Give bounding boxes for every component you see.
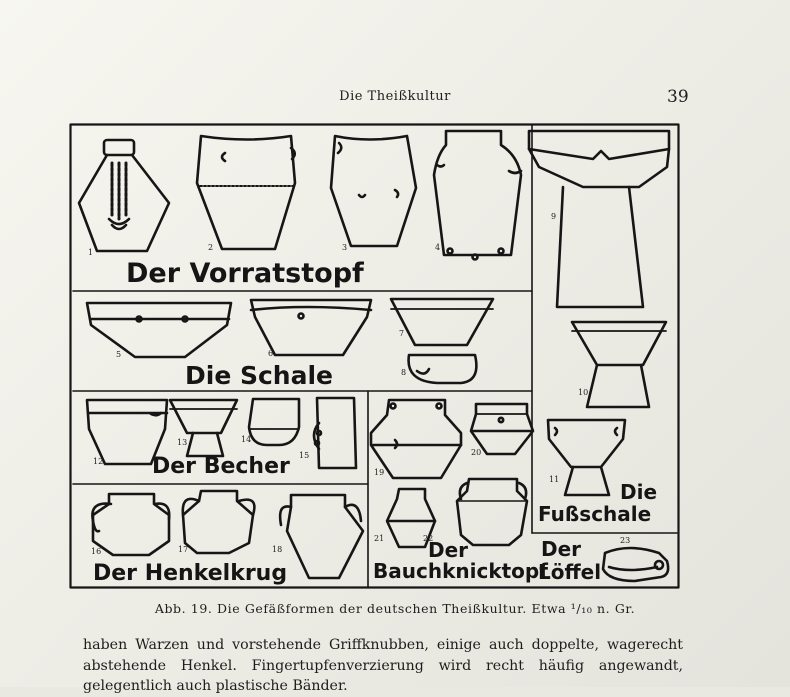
figure-number: 23 xyxy=(620,536,631,545)
page-number: 39 xyxy=(667,87,689,107)
figure-number: 16 xyxy=(91,547,102,556)
label-vorratstopf: Der Vorratstopf xyxy=(126,258,364,289)
vessel-9 xyxy=(529,131,669,307)
vessel-22 xyxy=(457,479,527,545)
label-bauchknicktopf-line2: Bauchknicktopf xyxy=(373,559,548,583)
figure-number: 12 xyxy=(93,457,104,466)
figure-number: 2 xyxy=(208,243,214,252)
vessel-20 xyxy=(471,404,533,454)
figure-number: 13 xyxy=(177,438,188,447)
vessel-14 xyxy=(249,399,299,445)
figure-caption: Abb. 19. Die Gefäßformen der deutschen Theißkultur. Etwa ¹/₁₀ n. Gr. xyxy=(154,601,636,616)
vessel-23 xyxy=(603,548,668,581)
figure-vessel-forms xyxy=(69,123,680,589)
label-schale: Die Schale xyxy=(185,361,333,390)
label-bauchknicktopf-line1: Der xyxy=(428,538,469,562)
vessel-2 xyxy=(197,136,295,249)
vessel-16 xyxy=(92,494,169,555)
vessel-4 xyxy=(434,131,521,260)
figure-number: 8 xyxy=(401,368,407,377)
figure-number: 7 xyxy=(399,329,405,338)
vessel-7 xyxy=(391,299,493,345)
label-loeffel-line1: Der xyxy=(541,537,582,561)
vessel-5 xyxy=(87,303,231,357)
figure-number: 1 xyxy=(88,248,94,257)
label-fussschale-line2: Fußschale xyxy=(538,502,652,526)
figure-number: 19 xyxy=(374,468,385,477)
figure-number: 17 xyxy=(178,545,189,554)
figure-number: 15 xyxy=(299,451,310,460)
figure-number: 4 xyxy=(435,243,441,252)
figure-number: 6 xyxy=(268,349,274,358)
vessel-13 xyxy=(170,400,237,456)
vessel-6 xyxy=(251,300,371,355)
body-text xyxy=(83,635,683,697)
paragraph: haben Warzen und vorstehende Griffknubben, einige auch doppelte, wagerecht abstehende Henkel. Fingertupfenverzierung wird recht häufig angewandt, gelegentlich auch plastische Bänder. xyxy=(83,637,683,694)
vessel-3 xyxy=(331,136,416,246)
vessel-11 xyxy=(548,420,625,495)
figure-number: 18 xyxy=(272,545,283,554)
figure-number: 20 xyxy=(471,448,482,457)
vessel-15 xyxy=(314,398,356,468)
vessel-17 xyxy=(183,491,255,553)
figure-number: 21 xyxy=(374,534,385,543)
figure-number: 9 xyxy=(551,212,557,221)
figure-number: 10 xyxy=(578,388,589,397)
figure-number: 11 xyxy=(549,475,560,484)
figure-number: 14 xyxy=(241,435,252,444)
label-fussschale-line1: Die xyxy=(620,480,658,504)
figure-number: 5 xyxy=(116,350,122,359)
vessel-1 xyxy=(79,140,169,251)
label-becher: Der Becher xyxy=(152,454,290,479)
label-henkelkrug: Der Henkelkrug xyxy=(93,561,288,586)
vessel-19 xyxy=(371,400,461,478)
figure-number: 22 xyxy=(423,534,434,543)
vessel-8 xyxy=(409,355,477,383)
vessel-18 xyxy=(280,495,363,578)
running-header: Die Theißkultur xyxy=(339,89,451,104)
figure-number: 3 xyxy=(342,243,348,252)
label-loeffel-line2: Löffel xyxy=(538,560,602,584)
